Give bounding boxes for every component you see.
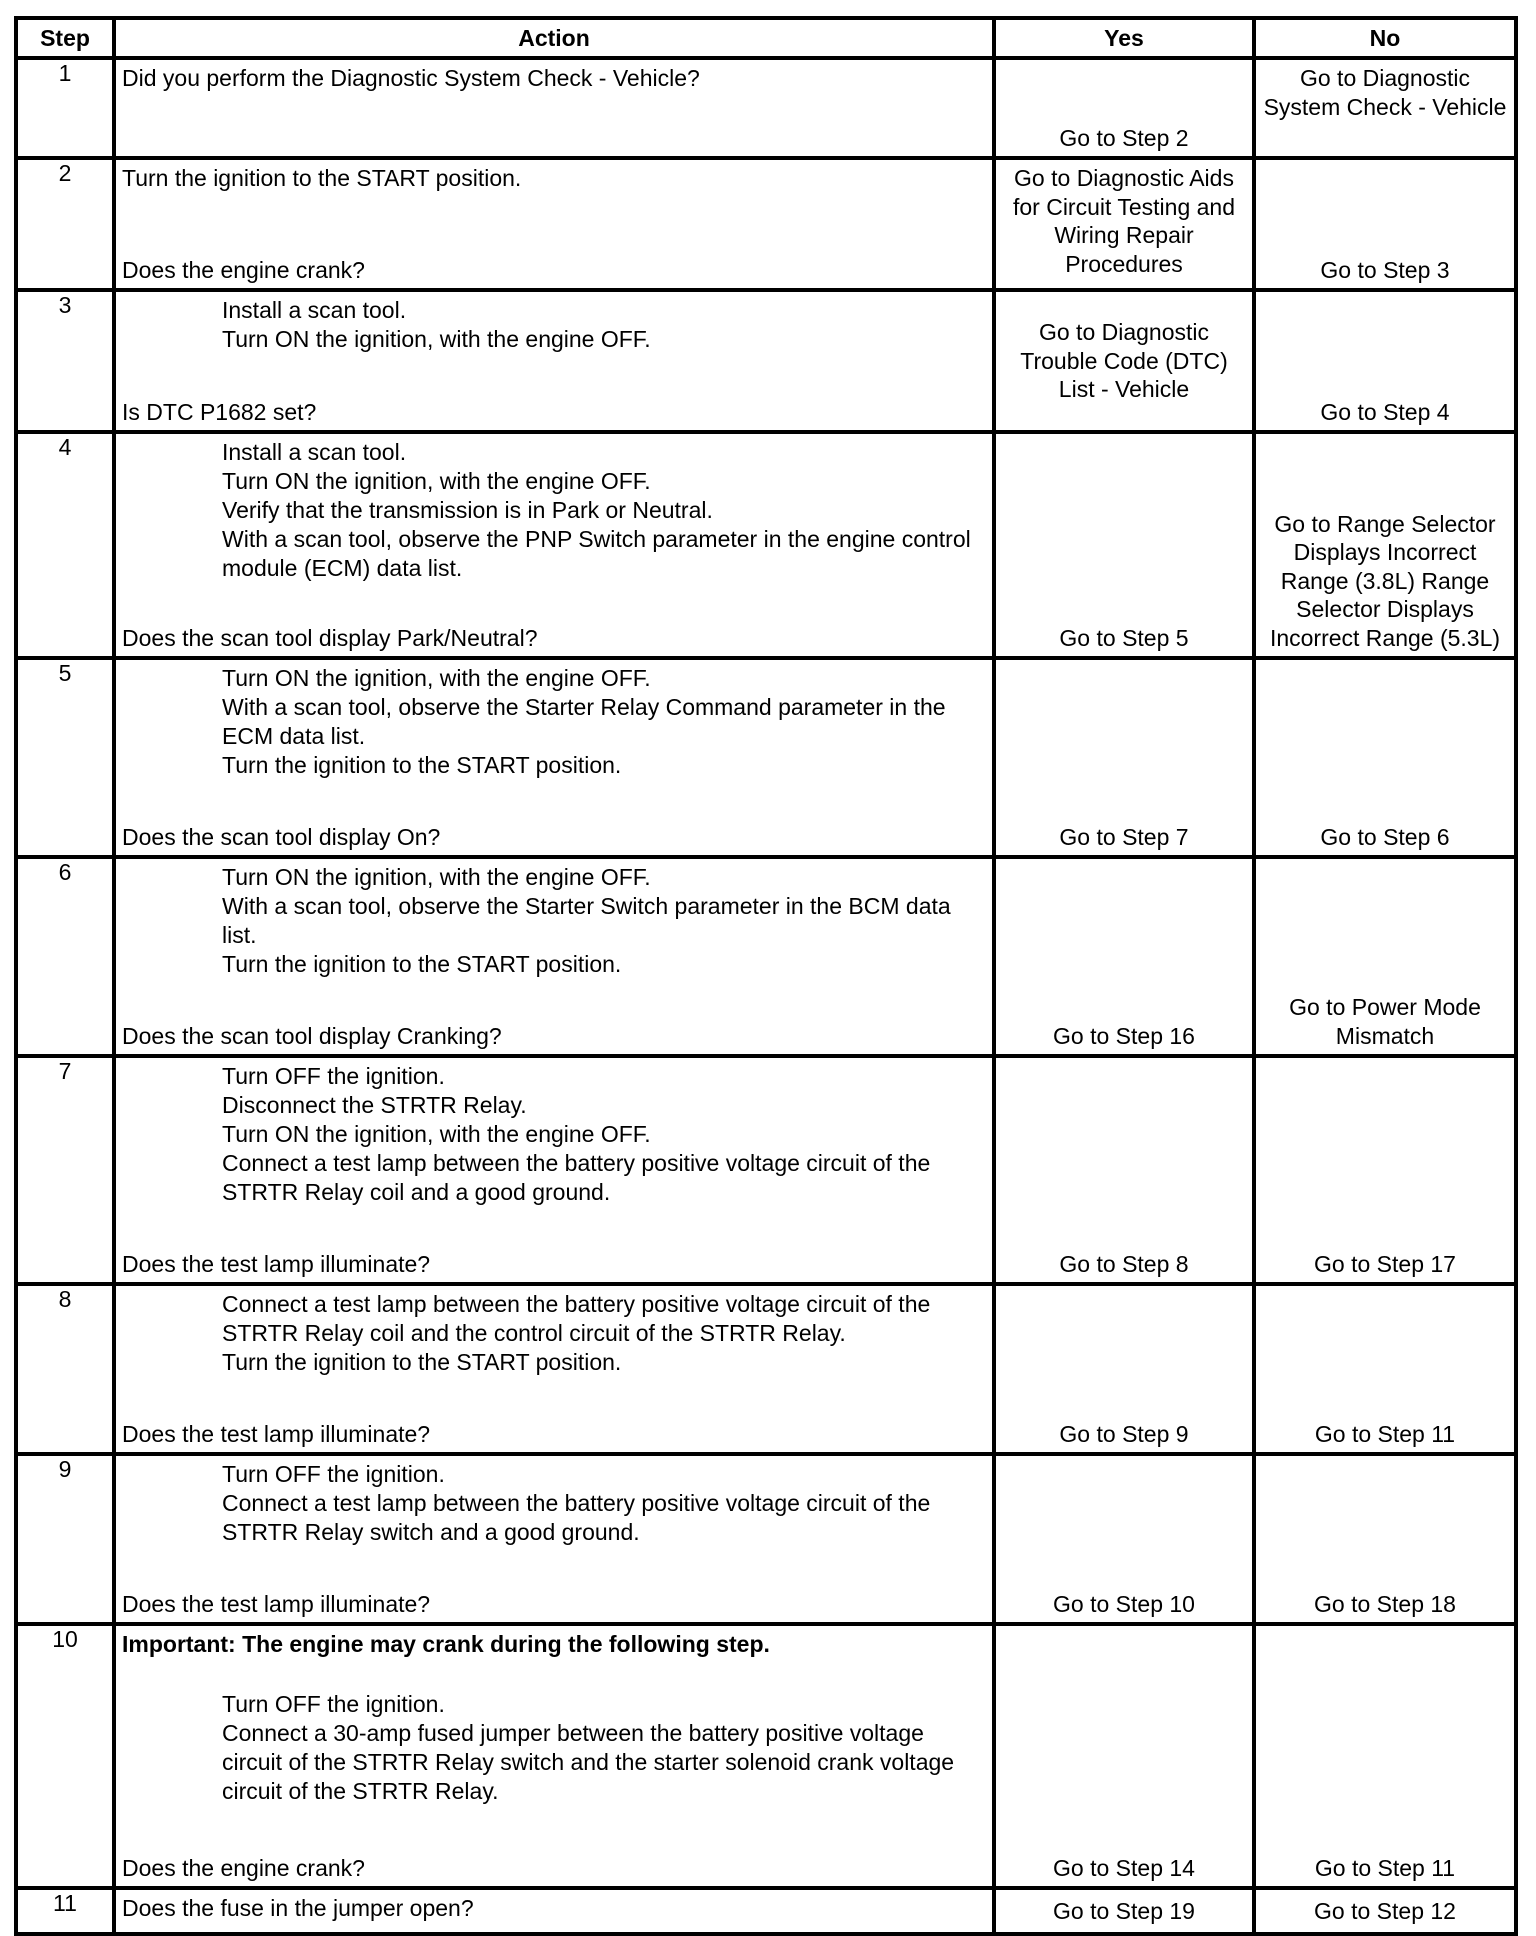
no-cell	[1254, 658, 1516, 857]
yes-cell	[994, 432, 1254, 658]
instruction-item: Turn ON the ignition, with the engine OFF.	[222, 326, 651, 352]
question-text: Does the test lamp illuminate?	[122, 1591, 431, 1617]
action-cell	[114, 290, 994, 432]
instruction-item: Turn OFF the ignition.	[222, 1691, 445, 1717]
yes-result: Go to Step 10	[1053, 1590, 1195, 1617]
question-text: Does the fuse in the jumper open?	[122, 1895, 474, 1921]
action-cell	[114, 158, 994, 290]
step-number: 6	[16, 857, 114, 1056]
instruction-item: Turn ON the ignition, with the engine OFF.	[222, 468, 651, 494]
instruction-item: Connect a 30-amp fused jumper between the battery positive voltage circuit of the STRTR Relay switch and the starter solenoid crank voltage circuit of the STRTR Relay.	[222, 1720, 955, 1804]
no-cell	[1254, 290, 1516, 432]
no-result: Go to Step 11	[1314, 1420, 1456, 1447]
instruction-item: Turn ON the ignition, with the engine OFF.	[222, 665, 651, 691]
table-row	[16, 1284, 1516, 1454]
instruction-item: Install a scan tool.	[222, 297, 407, 323]
yes-result: Go to Diagnostic Aids for Circuit Testing and Wiring Repair Procedures	[1012, 165, 1235, 277]
header-row	[16, 18, 1516, 58]
table-row	[16, 158, 1516, 290]
instruction-list	[122, 1290, 984, 1377]
step-number: 1	[16, 58, 114, 158]
instruction-list	[122, 1690, 984, 1806]
instruction-list	[122, 863, 984, 979]
instruction-item: With a scan tool, observe the Starter Switch parameter in the BCM data list.	[222, 893, 951, 948]
question-text: Does the test lamp illuminate?	[122, 1421, 431, 1447]
action-cell	[114, 1888, 994, 1934]
instruction-item: Connect a test lamp between the battery positive voltage circuit of the STRTR Relay coil and the control circuit of the STRTR Relay.	[222, 1291, 931, 1346]
important-note: Important: The engine may crank during the following step.	[122, 1631, 770, 1657]
no-cell	[1254, 1624, 1516, 1888]
question-text: Does the scan tool display On?	[122, 824, 441, 850]
step-number: 4	[16, 432, 114, 658]
instruction-item: Connect a test lamp between the battery positive voltage circuit of the STRTR Relay switch and a good ground.	[222, 1490, 931, 1545]
yes-cell	[994, 1454, 1254, 1624]
question-text: Does the engine crank?	[122, 1855, 365, 1881]
yes-cell	[994, 857, 1254, 1056]
step-number: 5	[16, 658, 114, 857]
action-cell	[114, 1284, 994, 1454]
question-text: Does the scan tool display Cranking?	[122, 1023, 502, 1049]
question-text: Is DTC P1682 set?	[122, 399, 317, 425]
yes-cell	[994, 1624, 1254, 1888]
instruction-item: Turn ON the ignition, with the engine OFF.	[222, 1121, 651, 1147]
diagnostic-table	[14, 16, 1518, 1936]
table-row	[16, 290, 1516, 432]
action-cell	[114, 432, 994, 658]
yes-cell	[994, 290, 1254, 432]
question-text: Did you perform the Diagnostic System Check - Vehicle?	[122, 65, 700, 91]
instruction-item: With a scan tool, observe the Starter Relay Command parameter in the ECM data list.	[222, 694, 946, 749]
no-result: Go to Step 6	[1320, 823, 1450, 850]
table-row	[16, 1624, 1516, 1888]
yes-cell	[994, 58, 1254, 158]
step-number: 11	[16, 1888, 114, 1934]
step-number: 2	[16, 158, 114, 290]
no-result: Go to Diagnostic System Check - Vehicle	[1263, 65, 1507, 120]
step-number: 9	[16, 1454, 114, 1624]
yes-cell	[994, 158, 1254, 290]
no-result: Go to Step 4	[1320, 398, 1450, 425]
table-row	[16, 1888, 1516, 1934]
instruction-list	[122, 1062, 984, 1207]
instruction-item: Turn the ignition to the START position.	[222, 1349, 622, 1375]
no-result: Go to Step 18	[1314, 1590, 1456, 1617]
yes-cell	[994, 1284, 1254, 1454]
instruction-item: With a scan tool, observe the PNP Switch parameter in the engine control module (ECM) data list.	[222, 526, 971, 581]
no-cell	[1254, 857, 1516, 1056]
yes-result: Go to Step 19	[1053, 1897, 1195, 1924]
yes-cell	[994, 1056, 1254, 1284]
instruction-item: Turn OFF the ignition.	[222, 1063, 445, 1089]
yes-result: Go to Step 9	[1059, 1420, 1189, 1447]
yes-cell	[994, 658, 1254, 857]
question-text: Does the test lamp illuminate?	[122, 1251, 431, 1277]
table-row	[16, 857, 1516, 1056]
no-result: Go to Power Mode Mismatch	[1289, 994, 1481, 1049]
instruction-item: Connect a test lamp between the battery positive voltage circuit of the STRTR Relay coil and a good ground.	[222, 1150, 931, 1205]
yes-cell	[994, 1888, 1254, 1934]
yes-result: Go to Step 14	[1053, 1854, 1195, 1881]
table-row	[16, 1454, 1516, 1624]
step-number: 8	[16, 1284, 114, 1454]
instruction-text: Turn the ignition to the START position.	[122, 165, 522, 191]
instruction-list	[122, 664, 984, 780]
header-action: Action	[114, 18, 994, 58]
instruction-item: Turn the ignition to the START position.	[222, 752, 622, 778]
instruction-item: Install a scan tool.	[222, 439, 407, 465]
yes-result: Go to Diagnostic Trouble Code (DTC) List - Vehicle	[1020, 319, 1228, 403]
question-text: Does the scan tool display Park/Neutral?	[122, 625, 538, 651]
table-row	[16, 1056, 1516, 1284]
yes-result: Go to Step 8	[1059, 1250, 1189, 1277]
no-result: Go to Step 17	[1314, 1250, 1456, 1277]
header-no: No	[1254, 18, 1516, 58]
instruction-item: Turn the ignition to the START position.	[222, 951, 622, 977]
instruction-list	[122, 1460, 984, 1547]
action-cell	[114, 1454, 994, 1624]
no-cell	[1254, 58, 1516, 158]
instruction-list	[122, 438, 984, 583]
action-cell	[114, 1056, 994, 1284]
action-cell	[114, 1624, 994, 1888]
yes-result: Go to Step 5	[1059, 624, 1189, 651]
instruction-list	[122, 296, 984, 354]
no-cell	[1254, 1888, 1516, 1934]
yes-result: Go to Step 16	[1053, 1022, 1195, 1049]
step-number: 7	[16, 1056, 114, 1284]
instruction-item: Turn OFF the ignition.	[222, 1461, 445, 1487]
no-result: Go to Range Selector Displays Incorrect Range (3.8L) Range Selector Displays Incorrect Range (5.3L)	[1269, 510, 1501, 651]
no-cell	[1254, 1454, 1516, 1624]
header-step: Step	[16, 18, 114, 58]
yes-result: Go to Step 2	[1059, 124, 1189, 151]
no-cell	[1254, 1284, 1516, 1454]
no-result: Go to Step 3	[1320, 256, 1450, 283]
no-result: Go to Step 11	[1314, 1854, 1456, 1881]
yes-result: Go to Step 7	[1059, 823, 1189, 850]
table-row	[16, 658, 1516, 857]
no-cell	[1254, 158, 1516, 290]
instruction-item: Turn ON the ignition, with the engine OFF.	[222, 864, 651, 890]
no-cell	[1254, 1056, 1516, 1284]
table-row	[16, 432, 1516, 658]
table-row	[16, 58, 1516, 158]
action-cell	[114, 857, 994, 1056]
instruction-item: Verify that the transmission is in Park or Neutral.	[222, 497, 713, 523]
step-number: 10	[16, 1624, 114, 1888]
question-text: Does the engine crank?	[122, 257, 365, 283]
header-yes: Yes	[994, 18, 1254, 58]
step-number: 3	[16, 290, 114, 432]
action-cell	[114, 58, 994, 158]
action-cell	[114, 658, 994, 857]
instruction-item: Disconnect the STRTR Relay.	[222, 1092, 527, 1118]
no-result: Go to Step 12	[1314, 1897, 1456, 1924]
no-cell	[1254, 432, 1516, 658]
